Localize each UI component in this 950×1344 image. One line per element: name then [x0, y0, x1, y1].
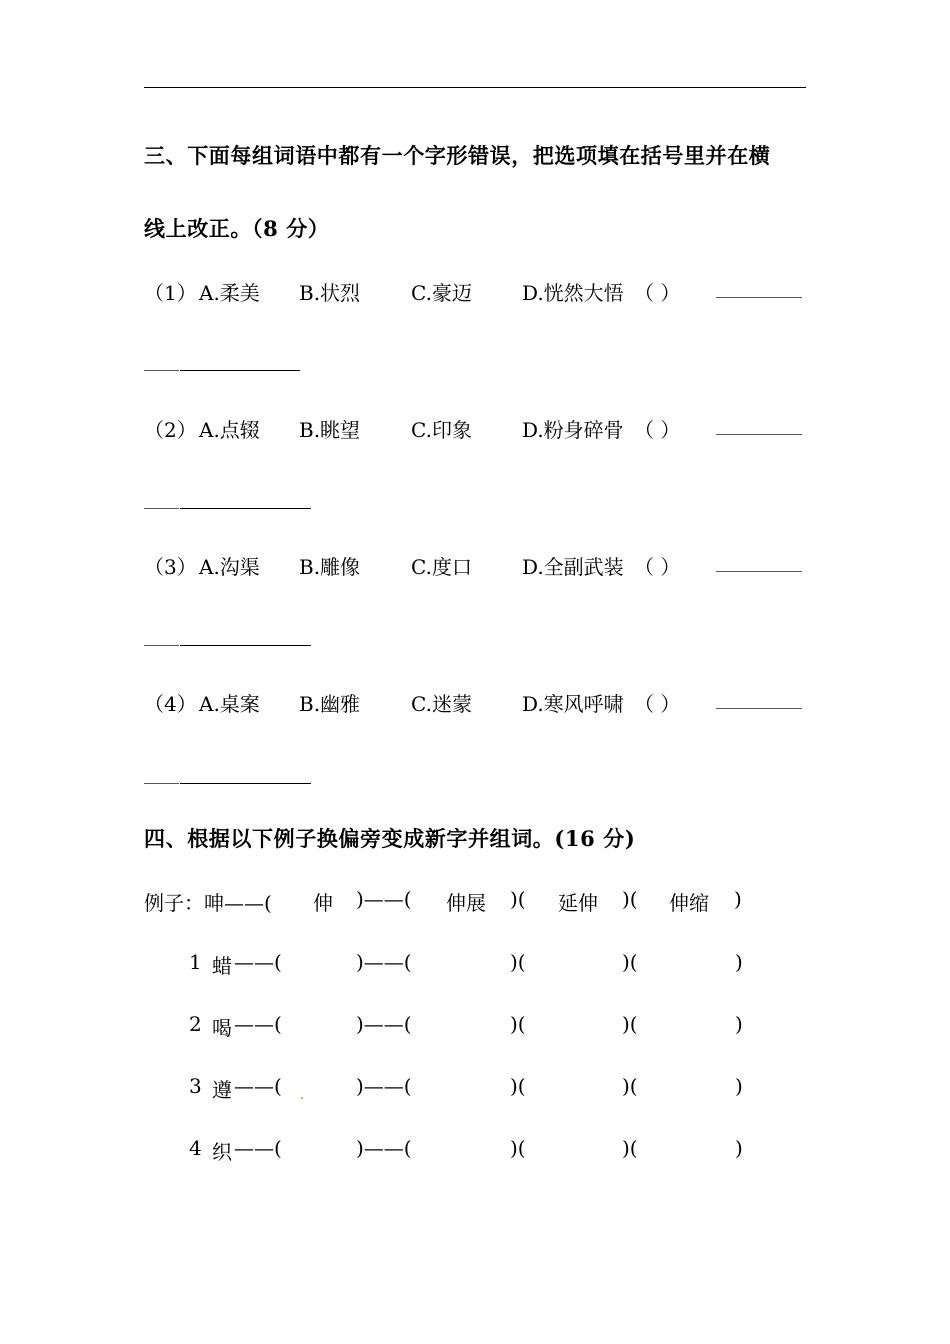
example-close-dash: )——(	[356, 887, 412, 911]
answer-blank-line-continued[interactable]	[180, 645, 311, 646]
answer-blank-line[interactable]	[716, 434, 802, 435]
example-label: 例子：呻——(	[144, 891, 272, 915]
option-a: A.柔美	[199, 281, 260, 305]
item-char: 织	[212, 1140, 232, 1164]
option-b: B.眺望	[299, 418, 361, 442]
example-word3: 伸缩	[669, 891, 709, 915]
answer-paren[interactable]: （ ）	[634, 418, 681, 442]
item-end[interactable]: )	[735, 1012, 743, 1036]
answer-blank-line-continued[interactable]	[144, 783, 179, 784]
item-number: 3	[189, 1074, 202, 1098]
option-c: C.度口	[411, 555, 472, 579]
example-word1: 伸展	[446, 891, 486, 915]
item-mid[interactable]: )——(	[356, 1136, 412, 1160]
example-char: 伸	[313, 891, 333, 915]
option-c: C.豪迈	[411, 281, 472, 305]
example-sep1: )(	[510, 887, 526, 911]
item-end[interactable]: )	[735, 1074, 743, 1098]
question-number: （1）	[144, 281, 197, 305]
question-number: （2）	[144, 418, 197, 442]
answer-paren[interactable]: （ ）	[634, 281, 681, 305]
item-open-paren: ——(	[234, 1012, 282, 1036]
example-word2: 延伸	[558, 891, 598, 915]
answer-blank-line[interactable]	[716, 708, 802, 709]
question-number: （3）	[144, 555, 197, 579]
item-mid[interactable]: )——(	[356, 950, 412, 974]
item-open-paren: ——(	[234, 1136, 282, 1160]
option-a: A.桌案	[199, 692, 260, 716]
item-sep1[interactable]: )(	[510, 1012, 526, 1036]
section4-title: 四、根据以下例子换偏旁变成新字并组词。(16 分)	[144, 826, 636, 851]
item-char: 蜡	[212, 954, 232, 978]
option-a: A.点辍	[199, 418, 260, 442]
option-d: D.全副武装	[522, 555, 624, 579]
answer-blank-line-continued[interactable]	[180, 783, 311, 784]
option-c: C.迷蒙	[411, 692, 472, 716]
answer-blank-line[interactable]	[716, 297, 802, 298]
option-d: D.粉身碎骨	[522, 418, 624, 442]
section3-title-line2: 线上改正。（8 分）	[144, 216, 330, 241]
example-sep2: )(	[622, 887, 638, 911]
option-b: B.幽雅	[299, 692, 361, 716]
item-sep1[interactable]: )(	[510, 1136, 526, 1160]
item-char: 喝	[212, 1016, 232, 1040]
answer-blank-line-continued[interactable]	[180, 508, 311, 509]
option-b: B.雕像	[299, 555, 361, 579]
answer-blank-line[interactable]	[716, 571, 802, 572]
answer-blank-line-continued[interactable]	[144, 645, 179, 646]
option-b: B.状烈	[299, 281, 361, 305]
item-sep1[interactable]: )(	[510, 1074, 526, 1098]
option-d: D.恍然大悟	[522, 281, 624, 305]
item-end[interactable]: )	[735, 1136, 743, 1160]
answer-blank-line-continued[interactable]	[144, 508, 179, 509]
answer-blank-line-continued[interactable]	[144, 370, 179, 371]
item-number: 4	[189, 1136, 202, 1160]
header-rule	[144, 87, 806, 88]
option-c: C.印象	[411, 418, 472, 442]
item-open-paren: ——(	[234, 1074, 282, 1098]
item-number: 2	[189, 1012, 202, 1036]
answer-paren[interactable]: （ ）	[634, 555, 681, 579]
option-a: A.沟渠	[199, 555, 260, 579]
item-char: 遵	[212, 1078, 232, 1102]
answer-paren[interactable]: （ ）	[634, 692, 681, 716]
example-end: )	[734, 887, 742, 911]
item-sep2[interactable]: )(	[622, 1074, 638, 1098]
item-end[interactable]: )	[735, 950, 743, 974]
item-sep1[interactable]: )(	[510, 950, 526, 974]
item-sep2[interactable]: )(	[622, 1136, 638, 1160]
item-mid[interactable]: )——(	[356, 1074, 412, 1098]
question-number: （4）	[144, 692, 197, 716]
option-d: D.寒风呼啸	[522, 692, 624, 716]
stray-dot	[301, 1097, 303, 1099]
item-sep2[interactable]: )(	[622, 950, 638, 974]
answer-blank-line-continued[interactable]	[180, 370, 300, 371]
item-number: 1	[189, 950, 202, 974]
section3-title-line1: 三、下面每组词语中都有一个字形错误，把选项填在括号里并在横	[144, 143, 771, 168]
item-open-paren: ——(	[234, 950, 282, 974]
item-sep2[interactable]: )(	[622, 1012, 638, 1036]
item-mid[interactable]: )——(	[356, 1012, 412, 1036]
